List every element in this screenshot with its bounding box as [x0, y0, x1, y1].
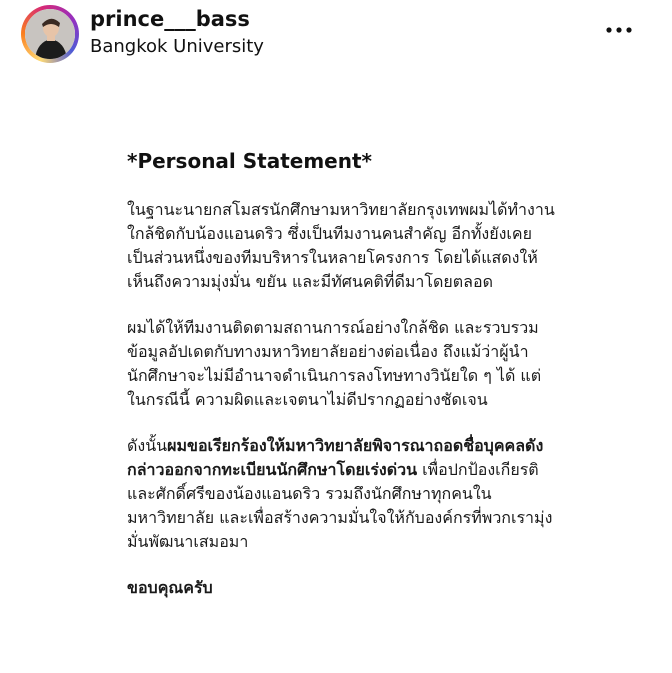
- paragraph-3-demand: ผมขอเรียกร้องให้มหาวิทยาลัยพิจารณาถอดชื่อบุคคลดังกล่าวออกจากทะเบียนนักศึกษาโดยเร่งด่วน: [127, 436, 544, 479]
- paragraph-3-rest: เพื่อปกป้องเกียรติและศักดิ์ศรีของน้องแอนดริว รวมถึงนักศึกษาทุกคนในมหาวิทยาลัย และเพื่อสร้างความมั่นใจให้กับองค์กรที่พวกเรามุ่งมั่นพัฒนาเสมอมา: [127, 460, 553, 551]
- profile-photo-icon: [25, 9, 75, 59]
- statement-paragraph-3: [127, 434, 557, 554]
- paragraph-3-lead: ดังนั้น: [127, 436, 168, 455]
- story-ring[interactable]: [21, 5, 79, 63]
- avatar[interactable]: [25, 9, 75, 59]
- statement-paragraph-1: ในฐานะนายกสโมสรนักศึกษามหาวิทยาลัยกรุงเทพผมได้ทำงานใกล้ชิดกับน้องแอนดริว ซึ่งเป็นทีมงานคนสำคัญ อีกทั้งยังเคยเป็นส่วนหนึ่งของทีมบริหารในหลายโครงการ โดยได้แสดงให้เห็นถึงความมุ่งมั่น ขยัน และมีทัศนคติที่ดีมาโดยตลอด: [127, 200, 555, 291]
- location-label[interactable]: Bangkok University: [90, 36, 264, 57]
- username[interactable]: prince___bass: [90, 7, 250, 31]
- statement-closing: ขอบคุณครับ: [127, 578, 213, 597]
- post-header: [0, 0, 672, 70]
- statement-paragraph-2: ผมได้ให้ทีมงานติดตามสถานการณ์อย่างใกล้ชิด และรวบรวมข้อมูลอัปเดตกับทางมหาวิทยาลัยอย่างต่อเนื่อง ถึงแม้ว่าผู้นำนักศึกษาจะไม่มีอำนาจดำเนินการลงโทษทางวินัยใด ๆ ได้ แต่ในกรณีนี้ ความผิดและเจตนาไม่ดีปรากฏอย่างชัดเจน: [127, 318, 542, 409]
- more-horizontal-icon[interactable]: [604, 24, 634, 36]
- statement-document: [127, 146, 557, 622]
- statement-title: *Personal Statement*: [127, 149, 372, 173]
